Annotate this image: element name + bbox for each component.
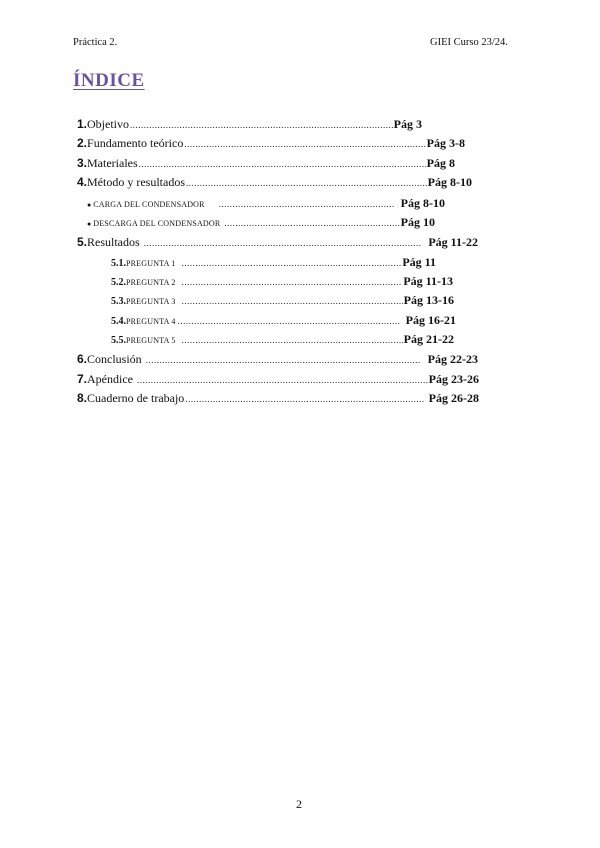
bullet-icon: ● bbox=[87, 201, 92, 209]
toc-subitem[interactable] bbox=[111, 274, 453, 289]
toc-item[interactable] bbox=[77, 352, 478, 367]
toc-item-label: Cuaderno de trabajo bbox=[87, 391, 185, 405]
toc-subitem[interactable] bbox=[87, 215, 435, 230]
toc-item-label: CARGA DEL CONDENSADOR bbox=[93, 200, 205, 209]
toc-item-label: Materiales bbox=[87, 156, 138, 170]
toc-leader-dots bbox=[184, 139, 425, 149]
toc-item-label: Objetivo bbox=[87, 117, 130, 131]
toc-leader-dots bbox=[146, 355, 421, 365]
toc-leader-dots bbox=[182, 335, 403, 345]
toc-item-label: Resultados bbox=[87, 235, 140, 249]
toc-item-page: Pág 8-10 bbox=[427, 175, 472, 189]
toc-item-label: PREGUNTA 1 bbox=[126, 259, 176, 268]
toc-item-label: Apéndice bbox=[87, 372, 133, 386]
toc-item-number: 5. bbox=[77, 235, 88, 249]
toc-item[interactable] bbox=[77, 136, 465, 151]
toc-item[interactable] bbox=[77, 235, 478, 250]
toc-subitem[interactable] bbox=[111, 332, 454, 347]
toc-leader-dots bbox=[182, 277, 403, 287]
toc-item-page: Pág 8 bbox=[426, 156, 455, 170]
toc-item-number: 5.1. bbox=[111, 258, 126, 269]
header-left: Práctica 2. bbox=[73, 37, 118, 48]
toc-item-page: Pág 23-26 bbox=[428, 372, 479, 386]
toc-item-label: Fundamento teórico bbox=[87, 136, 184, 150]
toc-item-page: Pág 8-10 bbox=[400, 196, 445, 210]
toc-leader-dots bbox=[139, 159, 426, 169]
toc-item-page: Pág 11-22 bbox=[428, 235, 478, 249]
toc-item[interactable] bbox=[77, 372, 479, 387]
toc-item-page: Pág 11 bbox=[402, 255, 436, 269]
toc-item-label: PREGUNTA 5 bbox=[126, 336, 176, 345]
toc-item-number: 8. bbox=[77, 391, 88, 405]
toc-item-number: 6. bbox=[77, 352, 88, 366]
toc-leader-dots bbox=[219, 199, 394, 209]
toc-item-page: Pág 13-16 bbox=[403, 293, 454, 307]
toc-item-number: 2. bbox=[77, 136, 88, 150]
toc-leader-dots bbox=[185, 394, 423, 404]
toc-item-page: Pág 3-8 bbox=[426, 136, 465, 150]
toc-leader-dots bbox=[178, 316, 401, 326]
toc-leader-dots bbox=[224, 218, 399, 228]
toc-item-label: DESCARGA DEL CONDENSADOR bbox=[93, 219, 221, 228]
toc-item-label: PREGUNTA 4 bbox=[126, 317, 176, 326]
toc-item[interactable] bbox=[77, 117, 422, 132]
toc-item-page: Pág 26-28 bbox=[428, 391, 479, 405]
page-title: ÍNDICE bbox=[73, 70, 145, 91]
toc-item-label: PREGUNTA 3 bbox=[126, 297, 176, 306]
toc-item-number: 4. bbox=[77, 175, 88, 189]
header-right: GIEI Curso 23/24. bbox=[430, 37, 508, 48]
toc-item-number: 1. bbox=[77, 117, 88, 131]
toc-leader-dots bbox=[186, 178, 427, 188]
toc-item-label: Conclusión bbox=[87, 352, 142, 366]
toc-item-page: Pág 22-23 bbox=[427, 352, 478, 366]
toc-item-page: Pág 21-22 bbox=[403, 332, 454, 346]
page-number: 2 bbox=[296, 797, 302, 811]
toc-leader-dots bbox=[137, 375, 428, 385]
toc-item[interactable] bbox=[77, 175, 472, 190]
toc-item[interactable] bbox=[77, 156, 455, 171]
toc-leader-dots bbox=[144, 238, 422, 248]
toc-item-page: Pág 16-21 bbox=[405, 313, 456, 327]
toc-item-page: Pág 11-13 bbox=[403, 274, 453, 288]
bullet-icon: ● bbox=[87, 220, 92, 228]
toc-subitem[interactable] bbox=[111, 293, 454, 308]
toc-item-number: 5.4. bbox=[111, 316, 126, 327]
toc-subitem[interactable] bbox=[111, 255, 436, 270]
toc-item-number: 7. bbox=[77, 372, 88, 386]
toc-item-number: 5.3. bbox=[111, 296, 126, 307]
toc-item-page: Pág 3 bbox=[393, 117, 422, 131]
toc-item[interactable] bbox=[77, 391, 479, 406]
toc-item-label: PREGUNTA 2 bbox=[126, 278, 176, 287]
toc-item-number: 5.5. bbox=[111, 335, 126, 346]
toc-item-page: Pág 10 bbox=[400, 215, 435, 229]
toc-leader-dots bbox=[182, 258, 402, 268]
toc-leader-dots bbox=[182, 296, 403, 306]
toc-item-label: Método y resultados bbox=[87, 175, 186, 189]
toc-item-number: 3. bbox=[77, 156, 88, 170]
toc-subitem[interactable] bbox=[111, 313, 456, 328]
toc-item-number: 5.2. bbox=[111, 277, 126, 288]
toc-leader-dots bbox=[130, 120, 393, 130]
toc-subitem[interactable] bbox=[87, 196, 445, 211]
